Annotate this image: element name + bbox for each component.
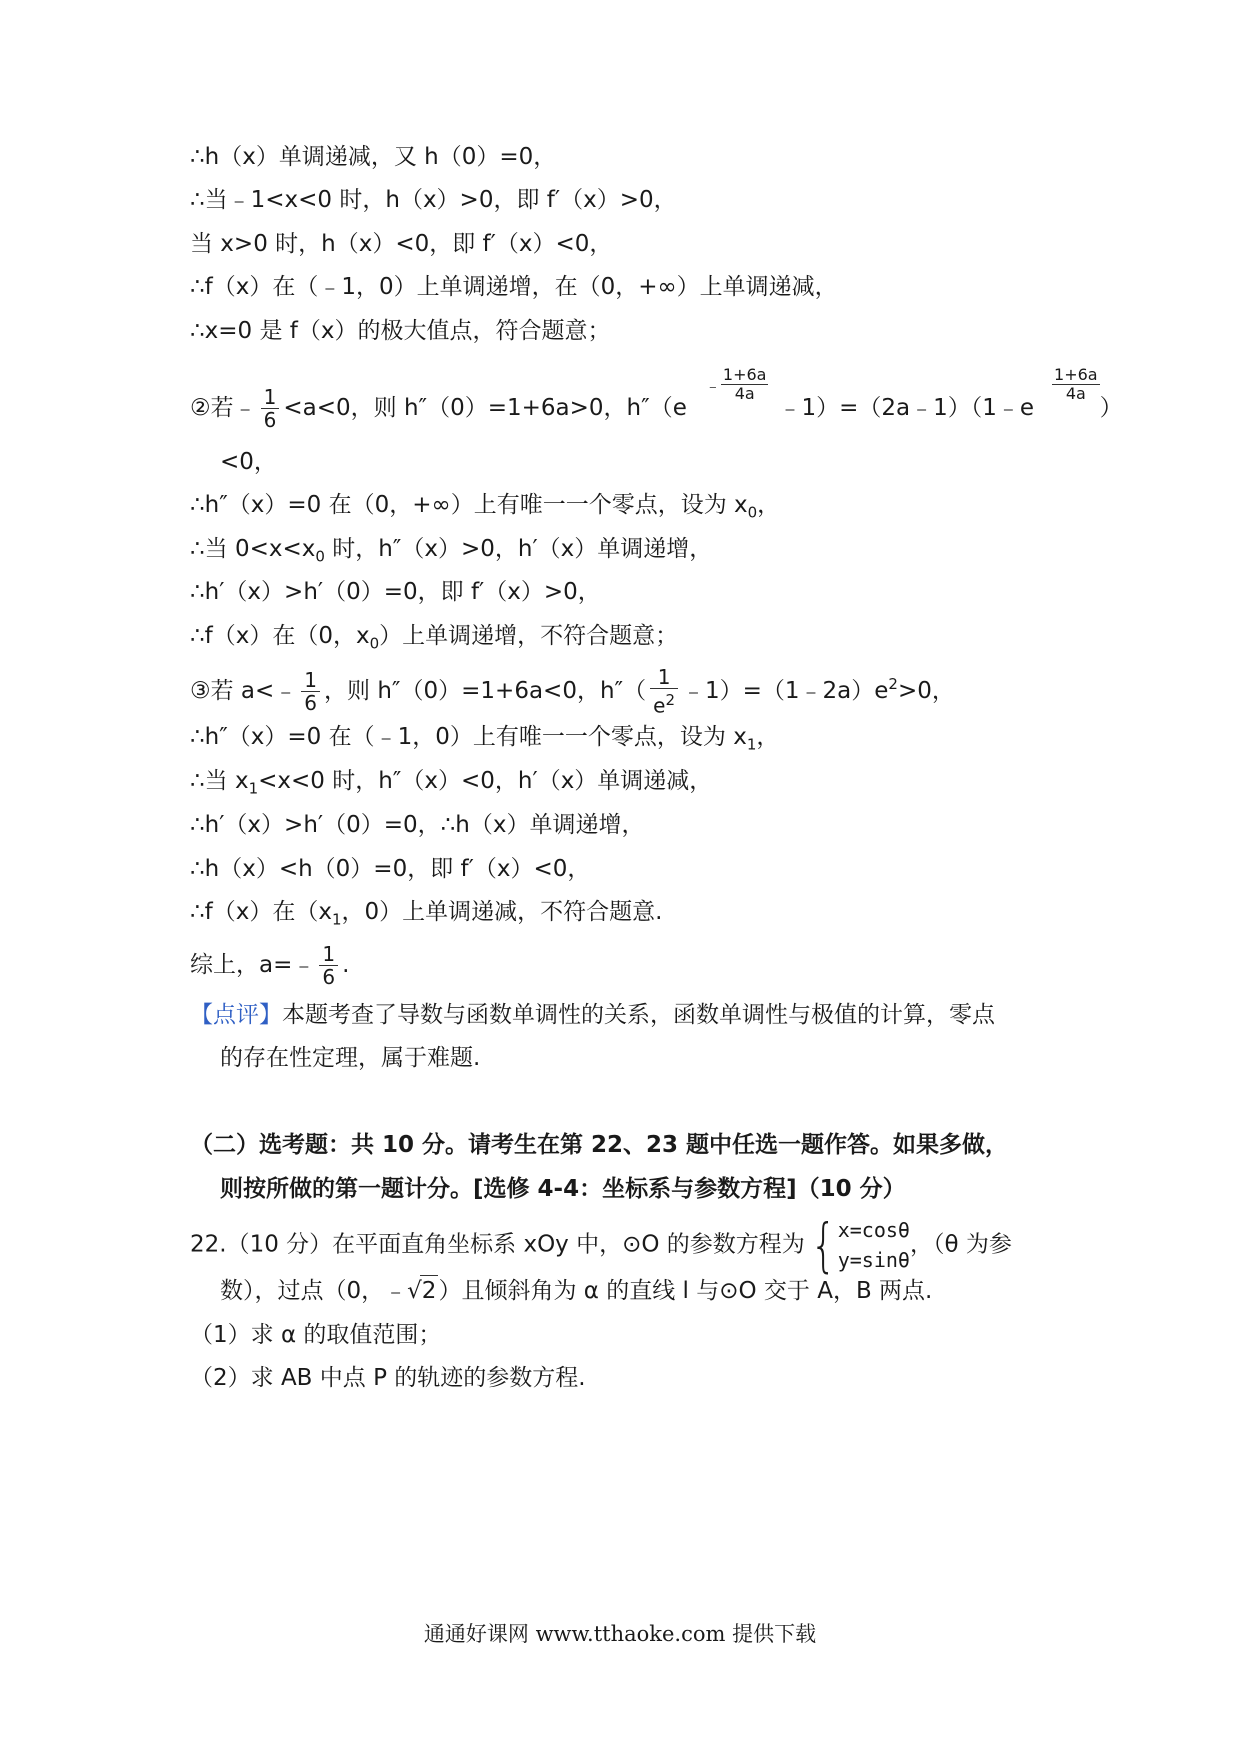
exponent-denominator: 4a [1065, 384, 1086, 403]
math-line [190, 943, 349, 988]
text-segment: >0， [897, 677, 955, 704]
fraction-denominator: 6 [322, 965, 336, 989]
text-line: ∴h（x）单调递减，又 h（0）=0， [190, 144, 557, 170]
subscript: 1 [746, 735, 757, 754]
sqrt-radicand: 2 [420, 1275, 439, 1306]
fraction-denominator: 6 [263, 408, 277, 432]
exponent-numerator: 1+6a [722, 365, 767, 384]
text-segment: ） [1099, 395, 1123, 421]
text-segment: ，0）上单调递减，不符合题意. [341, 899, 663, 925]
equation-system [838, 1215, 910, 1275]
text-line: ∴h′（x）>h′（0）=0，∴h（x）单调递增， [190, 812, 645, 838]
text-line: ∴h′（x）>h′（0）=0，即 f′（x）>0， [190, 579, 601, 605]
text-segment: ∴f（x）在（x [190, 899, 332, 925]
question-part: （2）求 AB 中点 P 的轨迹的参数方程. [190, 1365, 586, 1391]
math-line [190, 365, 1123, 432]
fraction [261, 386, 280, 431]
fraction-numerator: 1 [650, 666, 678, 689]
text-line [190, 722, 779, 760]
review-line: 的存在性定理，属于难题. [220, 1045, 481, 1071]
sqrt-sign: √ [407, 1278, 422, 1304]
equation: y=sinθ [837, 1248, 910, 1272]
question-line [190, 1211, 1012, 1279]
text-segment: ∴当 0<x<x [190, 536, 316, 562]
text-segment: ﹣1）=（1﹣2a）e [681, 677, 889, 704]
text-segment: 22.（10 分）在平面直角坐标系 xOy 中，⊙O 的参数方程为 [190, 1231, 805, 1258]
section-heading: 则按所做的第一题计分。[选修 4-4：坐标系与参数方程]（10 分） [220, 1176, 906, 1202]
fraction-numerator: 1 [301, 669, 320, 692]
text-line: ∴h（x）<h（0）=0，即 f′（x）<0， [190, 856, 591, 882]
text-segment: ）上单调递增，不符合题意； [379, 623, 679, 649]
question-part: （1）求 α 的取值范围； [190, 1322, 442, 1348]
exponent-fraction [1052, 366, 1100, 403]
exponent-fraction [721, 366, 769, 403]
fraction [319, 943, 338, 988]
text-line [190, 766, 712, 804]
text-segment: ∴h″（x）=0 在（0，+∞）上有唯一一个零点，设为 x [190, 492, 748, 518]
text-line [190, 490, 780, 528]
text-segment: <x<0 时，h″（x）<0，h′（x）单调递减， [258, 768, 713, 794]
text-segment: ②若﹣ [190, 395, 257, 421]
fraction-denominator: 6 [304, 690, 318, 715]
text-line [190, 897, 662, 935]
review-text: 本题考查了导数与函数单调性的关系，函数单调性与极值的计算，零点 [282, 1002, 995, 1028]
exponent-denominator: 4a [734, 384, 755, 403]
fraction-numerator: 1 [261, 386, 280, 409]
text-line: <0， [220, 449, 277, 475]
text-segment: ， [757, 492, 781, 518]
subscript: 0 [747, 503, 758, 522]
question-line [220, 1275, 932, 1306]
text-line [190, 534, 712, 572]
text-line: ∴x=0 是 f（x）的极大值点，符合题意； [190, 318, 611, 344]
fraction-numerator: 1 [319, 943, 338, 966]
text-segment: ∴h″（x）=0 在（﹣1，0）上有唯一一个零点，设为 x [190, 724, 747, 750]
text-segment: ， [756, 724, 780, 750]
text-line: ∴f（x）在（﹣1，0）上单调递增，在（0，+∞）上单调递减， [190, 274, 838, 300]
page-footer: 通通好课网 www.tthaoke.com 提供下载 [423, 1622, 817, 1646]
text-segment: ，则 h″（0）=1+6a<0，h″（ [324, 677, 647, 704]
subscript: 1 [331, 910, 342, 929]
subscript: 0 [369, 634, 380, 653]
exponent-sign: ﹣ [704, 376, 721, 395]
fraction [301, 669, 320, 714]
text-segment: . [342, 952, 350, 978]
text-segment: ∴f（x）在（0，x [190, 623, 370, 649]
text-line: ∴当﹣1<x<0 时，h（x）>0，即 f′（x）>0， [190, 187, 677, 213]
text-line [190, 621, 678, 659]
exponent-numerator: 1+6a [1054, 365, 1098, 384]
superscript: 2 [665, 691, 675, 709]
text-line: 当 x>0 时，h（x）<0，即 f′（x）<0， [190, 231, 613, 257]
superscript: 2 [888, 675, 898, 694]
subscript: 1 [248, 779, 259, 798]
text-segment: 数），过点（0，﹣ [220, 1278, 408, 1304]
equation: x=cosθ [837, 1218, 910, 1242]
text-segment: 时，h″（x）>0，h′（x）单调递增， [324, 536, 713, 562]
review-tag: 【点评】 [190, 1002, 282, 1028]
text-segment: 综上，a=﹣ [190, 952, 316, 978]
system-brace: { [810, 1211, 837, 1279]
review-line [190, 1000, 995, 1030]
text-segment: ﹣1）=（2a﹣1）（1﹣e [778, 395, 1035, 421]
section-heading: （二）选考题：共 10 分。请考生在第 22、23 题中任选一题作答。如果多做， [190, 1132, 1009, 1158]
subscript: 0 [315, 547, 325, 566]
text-segment: ，（θ 为参 [909, 1231, 1012, 1258]
text-segment: <a<0，则 h″（0）=1+6a>0，h″（e [283, 395, 687, 421]
text-segment: ∴当 x [190, 768, 249, 794]
math-line [190, 666, 955, 717]
text-segment: ）且倾斜角为 α 的直线 l 与⊙O 交于 A，B 两点. [438, 1278, 933, 1304]
fraction [650, 666, 678, 717]
text-segment: ③若 a<﹣ [190, 677, 298, 704]
fraction-denominator: $e^2$ [653, 691, 675, 718]
